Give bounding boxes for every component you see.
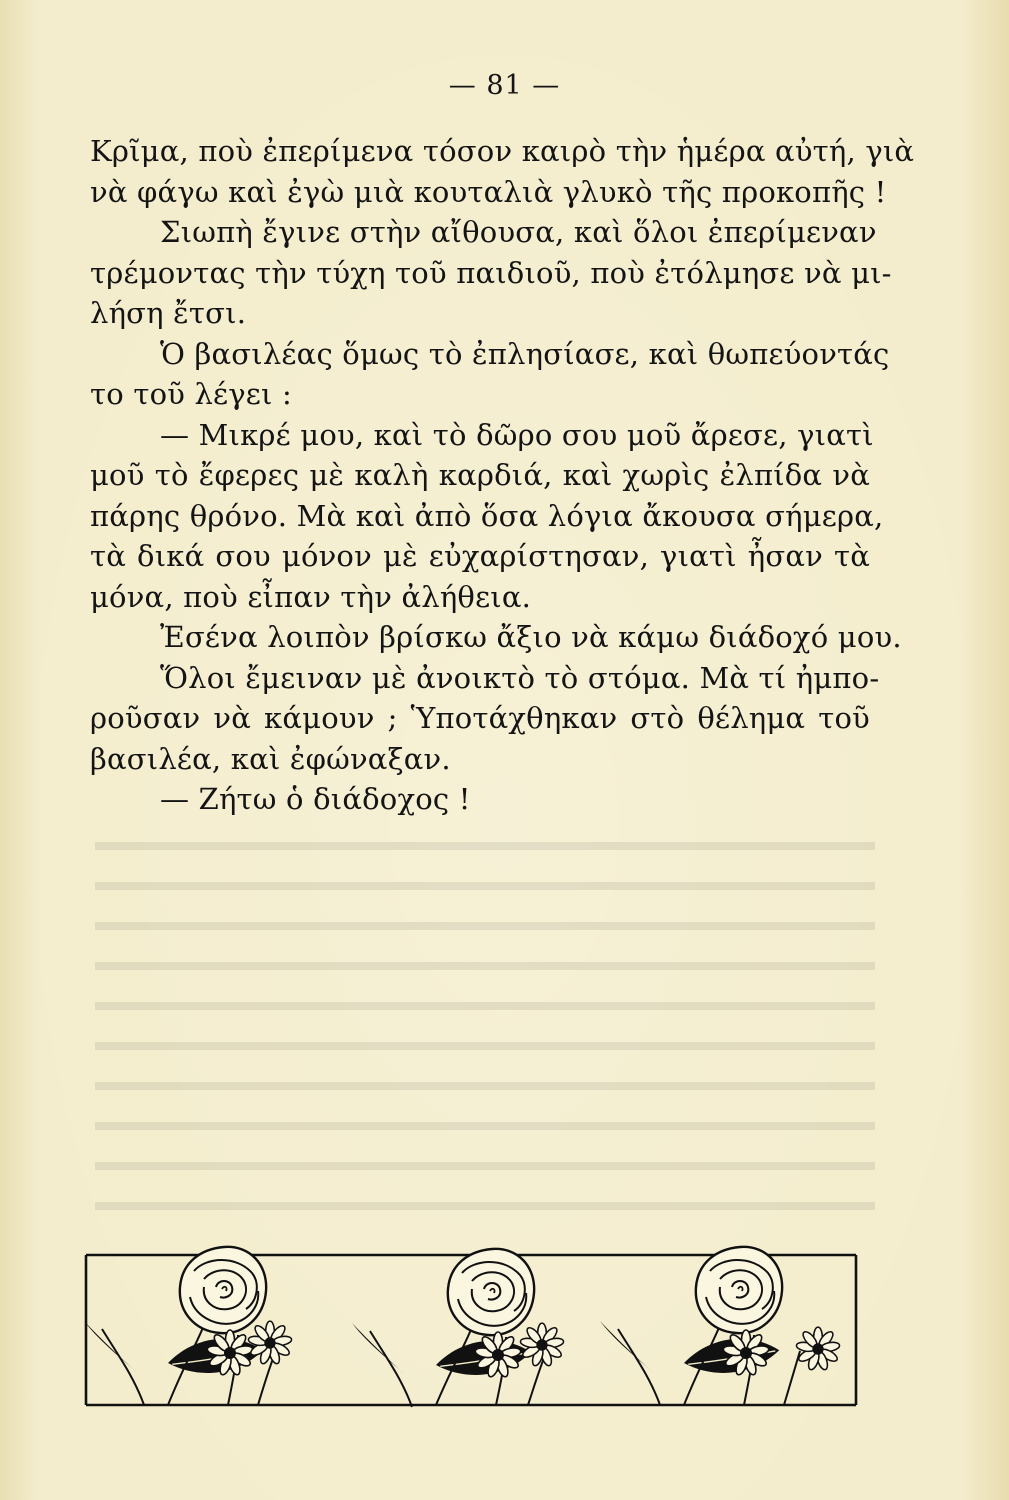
text-line: Σιωπὴ ἔγινε στὴν αἴθουσα, καὶ ὅλοι ἐπερίμεναν	[160, 215, 877, 249]
body-text	[90, 131, 915, 820]
text-line: Κρῖμα, ποὺ ἐπερίμενα τόσον καιρὸ τὴν ἡμέρα αὐτή, γιὰ	[90, 134, 915, 168]
text-line: νὰ φάγω καὶ ἐγὼ μιὰ κουταλιὰ γλυκὸ τῆς προκοπῆς !	[90, 174, 887, 209]
text-line: Ὁ βασιλέας ὅμως τὸ ἐπλησίασε, καὶ θωπεύοντάς	[160, 336, 890, 371]
text-line: — Ζήτω ὁ διάδοχος !	[160, 782, 471, 816]
text-line: λήση ἔτσι.	[90, 296, 247, 330]
text-line: Ἐσένα λοιπὸν βρίσκω ἄξιο νὰ κάμω διάδοχό μου.	[160, 620, 902, 654]
text-line: μόνα, ποὺ εἶπαν τὴν ἀλήθεια.	[90, 579, 532, 614]
text-line: τρέμοντας τὴν τύχη τοῦ παιδιοῦ, ποὺ ἐτόλμησε νὰ μι-	[90, 255, 892, 290]
text-line: — Μικρέ μου, καὶ τὸ δῶρο σου μοῦ ἄρεσε, γιατὶ	[160, 417, 874, 452]
bleed-through-shadow	[95, 820, 875, 1240]
text-line: τὰ δικά σου μόνον μὲ εὐχαρίστησαν, γιατὶ ἦσαν τὰ	[90, 539, 870, 573]
page-number: — 81 —	[448, 70, 561, 101]
text-line: πάρης θρόνο. Μὰ καὶ ἀπὸ ὅσα λόγια ἄκουσα σήμερα,	[90, 498, 884, 533]
text-line: ροῦσαν νὰ κάμουν ; Ὑποτάχθηκαν στὸ θέλημα τοῦ	[90, 701, 870, 735]
text-line: Ὅλοι ἔμειναν μὲ ἀνοικτὸ τὸ στόμα. Μὰ τί ἠμπο-	[160, 660, 880, 695]
text-line: βασιλέα, καὶ ἐφώναξαν.	[90, 741, 451, 776]
text-line: το τοῦ λέγει :	[90, 377, 292, 411]
rose-border-ornament	[78, 1245, 863, 1410]
text-line: μοῦ τὸ ἔφερες μὲ καλὴ καρδιά, καὶ χωρὶς ἐλπίδα νὰ	[90, 458, 870, 492]
